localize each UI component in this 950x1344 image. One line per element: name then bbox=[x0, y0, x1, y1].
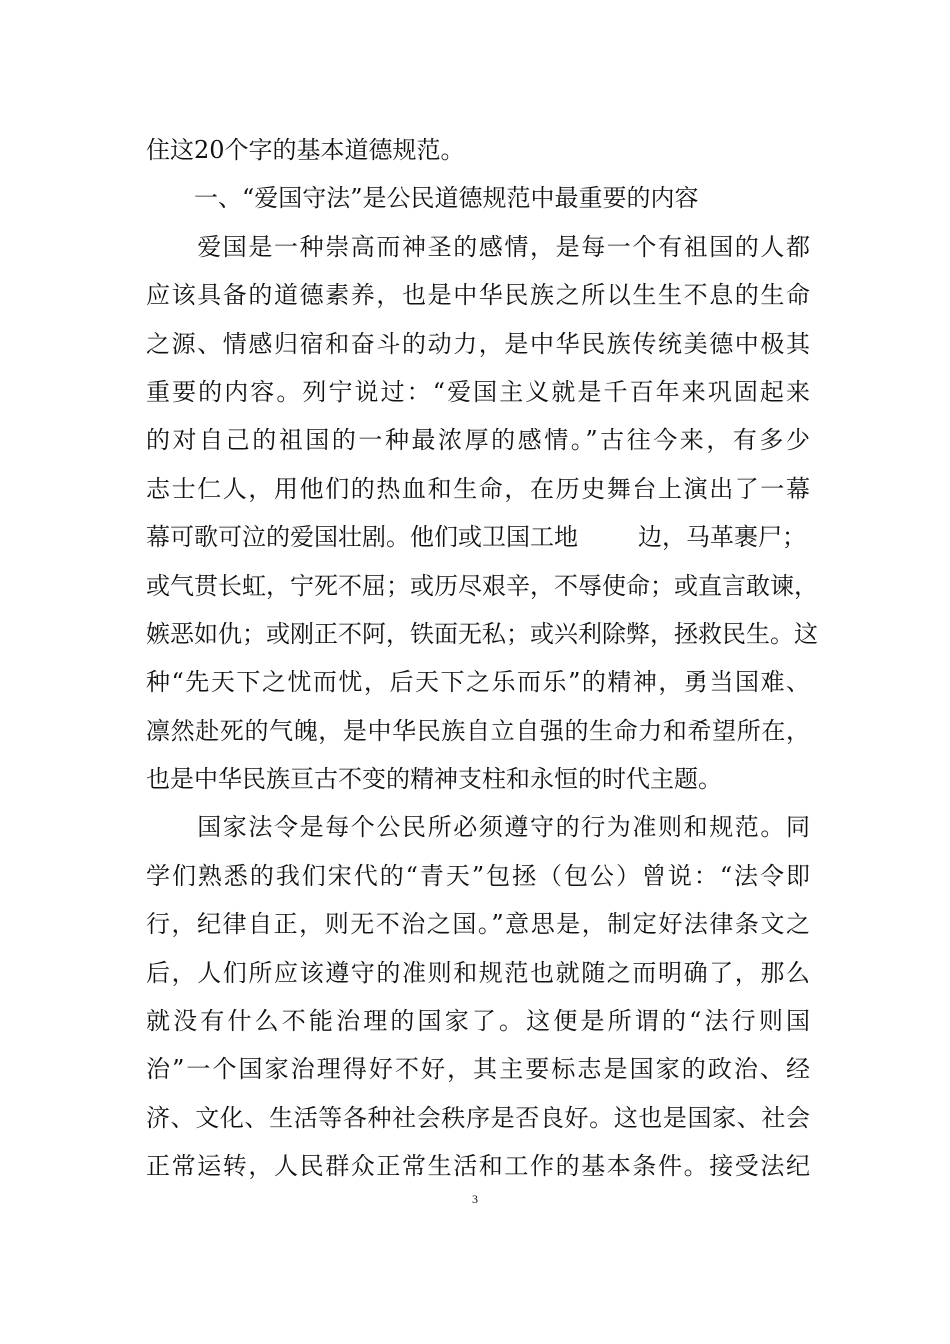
text-line-content: 就没有什么不能治理的国家了。这便是所谓的“法行则国 bbox=[146, 1007, 810, 1036]
text-line-content: 济、文化、生活等各种社会秩序是否良好。这也是国家、社会 bbox=[146, 1103, 810, 1132]
text-line-content: 住这20个字的基本道德规范。 bbox=[146, 136, 465, 164]
text-line-content: 国家法令是每个公民所必须遵守的行为准则和规范。同 bbox=[146, 813, 810, 842]
text-line bbox=[146, 465, 810, 513]
text-line-content: 种“先天下之忧而忧，后天下之乐而乐”的精神，勇当国难、 bbox=[146, 668, 810, 697]
text-line bbox=[146, 949, 810, 997]
text-line bbox=[146, 174, 810, 222]
text-line-content: 的对自己的祖国的一种最浓厚的感情。”古往今来，有多少 bbox=[146, 426, 810, 455]
text-line-content: 凛然赴死的气魄，是中华民族自立自强的生命力和希望所在， bbox=[146, 716, 810, 745]
text-line bbox=[146, 1045, 810, 1093]
text-line bbox=[146, 658, 810, 706]
text-line-content: 学们熟悉的我们宋代的“青天”包拯（包公）曾说：“法令即 bbox=[146, 861, 810, 890]
text-line bbox=[146, 755, 810, 803]
text-line-tail: 边，马革裹尸； bbox=[638, 523, 806, 552]
text-line-content: 爱国是一种崇高而神圣的感情，是每一个有祖国的人都 bbox=[146, 232, 810, 261]
text-line-content: 也是中华民族亘古不变的精神支柱和永恒的时代主题。 bbox=[146, 765, 722, 794]
text-line-content: 治”一个国家治理得好不好，其主要标志是国家的政治、经 bbox=[146, 1055, 810, 1084]
text-line bbox=[146, 368, 810, 416]
body-text bbox=[146, 126, 818, 1191]
text-line-content: 行，纪律自正，则无不治之国。”意思是，制定好法律条文之 bbox=[146, 910, 810, 939]
text-line bbox=[146, 320, 810, 368]
text-line-content: 幕可歌可泣的爱国壮剧。他们或卫国工地 bbox=[146, 523, 578, 552]
text-line bbox=[146, 1094, 810, 1142]
text-line bbox=[146, 610, 818, 658]
text-line-content: 一、“爱国守法”是公民道德规范中最重要的内容 bbox=[146, 184, 699, 213]
text-line-content: 或气贯长虹，宁死不屈；或历尽艰辛，不辱使命；或直言敢谏， bbox=[146, 571, 818, 600]
text-line bbox=[146, 997, 810, 1045]
page-number: 3 bbox=[472, 1192, 478, 1206]
text-line bbox=[146, 1142, 810, 1190]
text-line-content: 嫉恶如仇；或刚正不阿，铁面无私；或兴利除弊，拯救民生。这 bbox=[146, 619, 818, 648]
text-line bbox=[146, 562, 818, 610]
text-line bbox=[146, 513, 810, 561]
text-line-content: 后，人们所应该遵守的准则和规范也就随之而明确了，那么 bbox=[146, 958, 810, 987]
text-line-content: 重要的内容。列宁说过：“爱国主义就是千百年来巩固起来 bbox=[146, 377, 810, 406]
text-line bbox=[146, 900, 810, 948]
text-line-content: 之源、情感归宿和奋斗的动力，是中华民族传统美德中极其 bbox=[146, 329, 810, 358]
text-line bbox=[146, 707, 810, 755]
text-line bbox=[146, 271, 810, 319]
text-line bbox=[146, 223, 810, 271]
text-line bbox=[146, 852, 810, 900]
text-line-content: 志士仁人，用他们的热血和生命，在历史舞台上演出了一幕 bbox=[146, 474, 810, 503]
text-line-content: 正常运转，人民群众正常生活和工作的基本条件。接受法纪 bbox=[146, 1152, 810, 1181]
text-line bbox=[146, 416, 810, 464]
text-line bbox=[146, 803, 810, 851]
text-line-content: 应该具备的道德素养，也是中华民族之所以生生不息的生命 bbox=[146, 281, 810, 310]
text-line bbox=[146, 126, 810, 174]
